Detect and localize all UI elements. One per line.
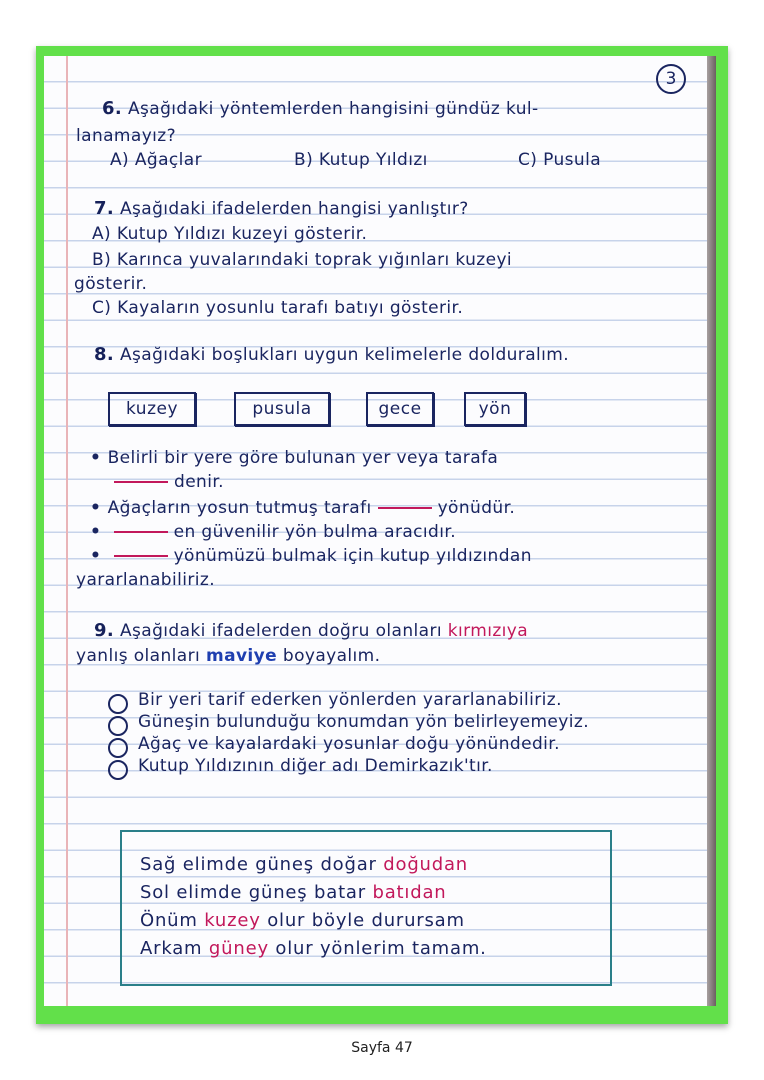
q8-sentence4a-text: yönümüzü bulmak için kutup yıldızından <box>173 546 532 566</box>
answer-circle-3[interactable] <box>108 738 128 758</box>
q6-text: Aşağıdaki yöntemlerden hangisini gündüz kul- <box>127 99 539 119</box>
rhyme-box <box>120 830 612 986</box>
page-number-circle: 3 <box>656 64 686 94</box>
q9-item-2: Güneşin bulunduğu konumdan yön belirleyemeyiz. <box>138 712 590 732</box>
q8-line1 <box>94 344 569 365</box>
word-box-kuzey: kuzey <box>108 392 196 426</box>
blank-line <box>114 555 168 557</box>
q7-option-c: C) Kayaların yosunlu tarafı batıyı gösterir. <box>92 298 464 318</box>
rhyme-line-1 <box>140 854 468 875</box>
notebook-page <box>44 56 716 1006</box>
q7-line1 <box>94 198 469 219</box>
answer-circle-4[interactable] <box>108 760 128 780</box>
q9-red-word: kırmızıya <box>447 621 529 641</box>
q7-number: 7. <box>94 198 115 219</box>
q8-sentence1b <box>108 472 224 492</box>
word-box-pusula: pusula <box>234 392 330 426</box>
green-frame <box>36 46 728 1024</box>
q6-option-b: B) Kutup Yıldızı <box>294 150 428 170</box>
q9-blue-word: maviye <box>205 646 278 666</box>
q6-line1 <box>102 98 539 119</box>
word-box-gece: gece <box>366 392 434 426</box>
q9-line2 <box>76 646 380 666</box>
q8-sentence3-text: en güvenilir yön bulma aracıdır. <box>173 522 457 542</box>
rhyme-line-4-red: güney <box>208 938 269 959</box>
answer-circle-1[interactable] <box>108 694 128 714</box>
q9-text-b: yanlış olanları <box>76 646 201 666</box>
rhyme-line-3 <box>140 910 465 931</box>
rhyme-line-2-red: batıdan <box>372 882 447 903</box>
rhyme-line-4 <box>140 938 487 959</box>
q8-sentence2b-text: yönüdür. <box>437 498 516 518</box>
rhyme-line-3-text-a: Önüm <box>140 910 198 931</box>
q9-item-3: Ağaç ve kayalardaki yosunlar doğu yönündedir. <box>138 734 560 754</box>
q8-text: Aşağıdaki boşlukları uygun kelimelerle dolduralım. <box>119 345 570 365</box>
q9-item-1: Bir yeri tarif ederken yönlerden yararlanabiliriz. <box>138 690 562 710</box>
q7-option-b1: B) Karınca yuvalarındaki toprak yığınları kuzeyi <box>92 250 513 270</box>
rhyme-line-4-text-a: Arkam <box>140 938 203 959</box>
rhyme-line-2-text: Sol elimde güneş batar <box>140 882 366 903</box>
q8-number: 8. <box>94 344 115 365</box>
q9-number: 9. <box>94 620 115 641</box>
q9-text-a: Aşağıdaki ifadelerden doğru olanları <box>119 621 442 641</box>
q7-option-a: A) Kutup Yıldızı kuzeyi gösterir. <box>92 224 368 244</box>
q6-option-a: A) Ağaçlar <box>110 150 202 170</box>
rhyme-line-1-red: doğudan <box>383 854 469 875</box>
page-edge <box>707 56 716 1006</box>
blank-line <box>114 531 168 533</box>
q6-option-c: C) Pusula <box>518 150 602 170</box>
rhyme-line-3-red: kuzey <box>204 910 261 931</box>
q9-item-4: Kutup Yıldızının diğer adı Demirkazık'tır. <box>138 756 493 776</box>
q8-sentence2 <box>90 498 515 518</box>
q8-sentence4 <box>90 546 532 566</box>
blank-line <box>378 507 432 509</box>
rhyme-line-2 <box>140 882 446 903</box>
word-box-yon: yön <box>464 392 526 426</box>
answer-circle-2[interactable] <box>108 716 128 736</box>
q8-sentence1b-text: denir. <box>174 472 224 492</box>
q8-sentence1a: • Belirli bir yere göre bulunan yer veya tarafa <box>90 448 498 468</box>
q6-number: 6. <box>102 98 123 119</box>
q8-sentence2a-text: Ağaçların yosun tutmuş tarafı <box>107 498 372 518</box>
q8-sentence3 <box>90 522 456 542</box>
margin-line <box>66 56 68 1006</box>
rhyme-line-4-text-b: olur yönlerim tamam. <box>275 938 487 959</box>
rhyme-line-3-text-b: olur böyle durursam <box>267 910 465 931</box>
q9-text-c: boyayalım. <box>282 646 381 666</box>
blank-line <box>114 481 168 483</box>
page-footer: Sayfa 47 <box>351 1040 413 1056</box>
q8-sentence4b: yararlanabiliriz. <box>76 570 216 590</box>
q9-line1 <box>94 620 528 641</box>
q7-option-b2: gösterir. <box>74 274 148 294</box>
rhyme-line-1-text: Sağ elimde güneş doğar <box>140 854 377 875</box>
q7-text: Aşağıdaki ifadelerden hangisi yanlıştır? <box>119 199 469 219</box>
q6-line2: lanamayız? <box>76 126 177 146</box>
